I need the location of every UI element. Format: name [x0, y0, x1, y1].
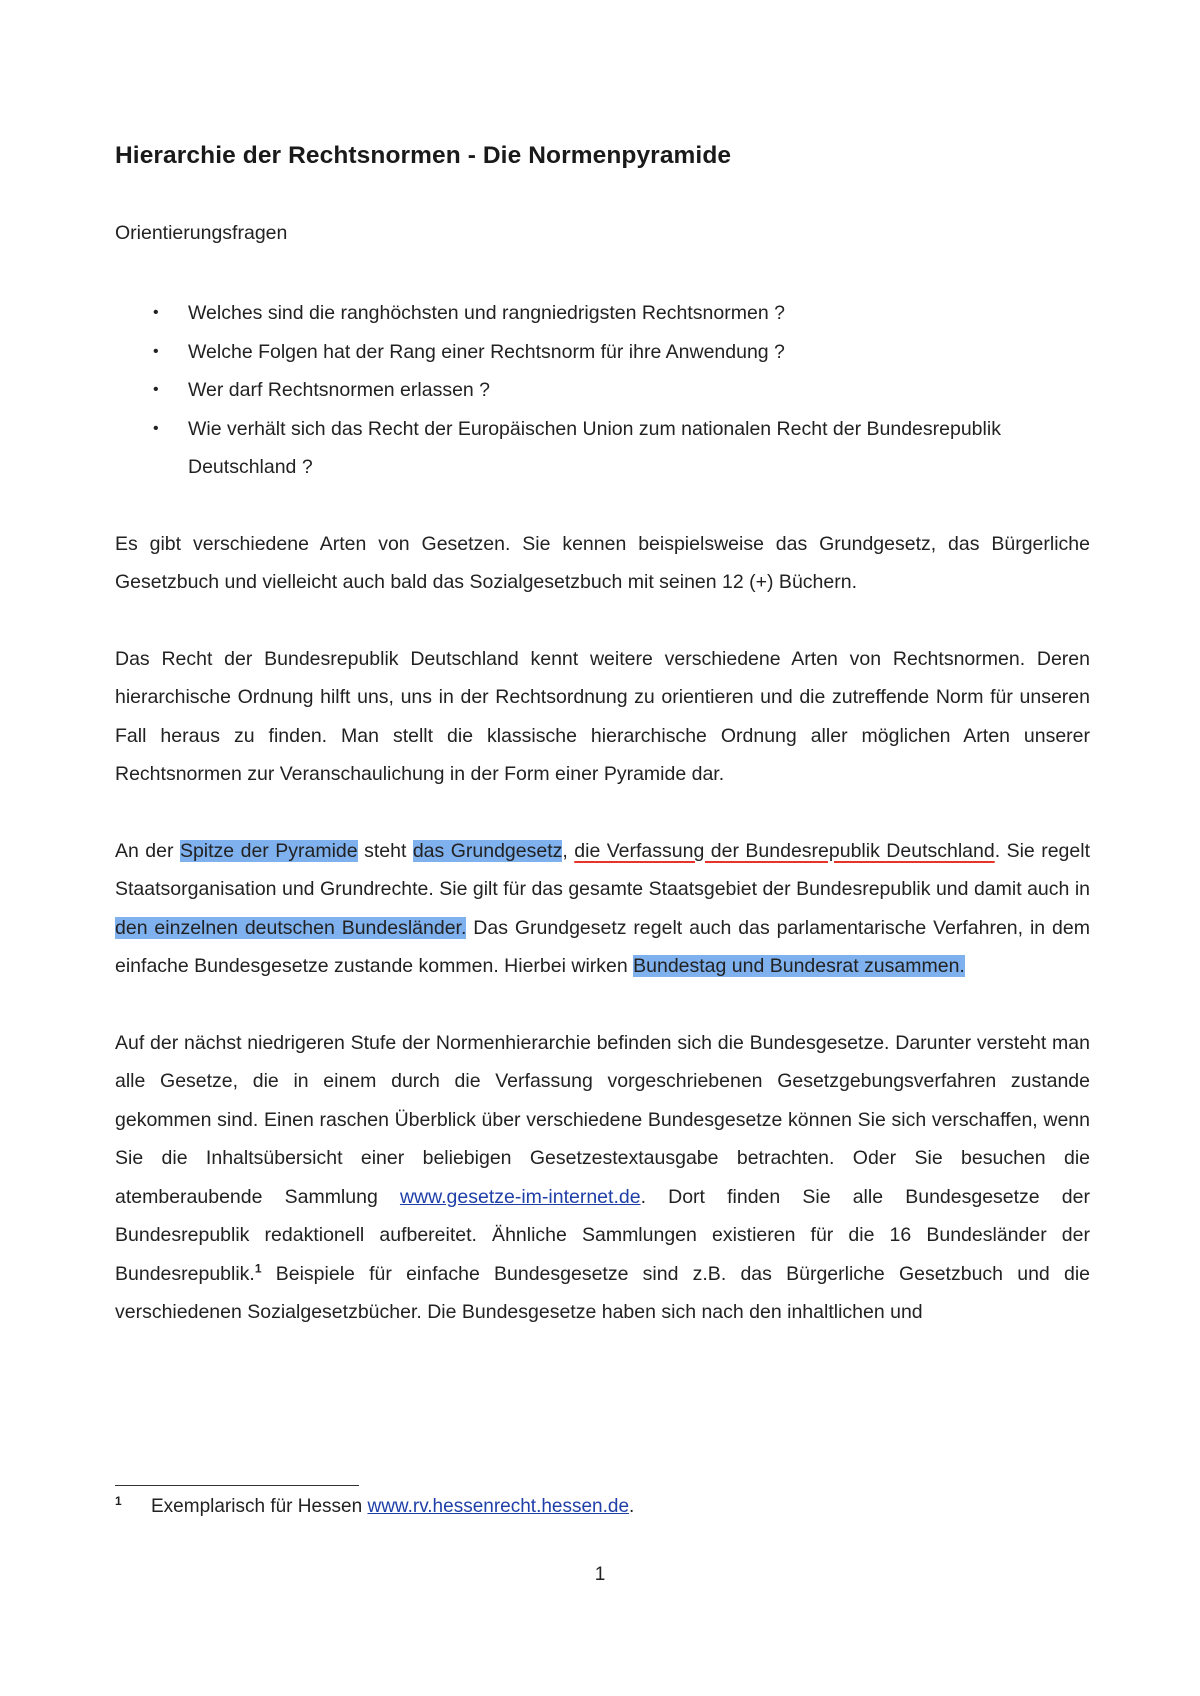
document-title: Hierarchie der Rechtsnormen - Die Normenpyramide	[115, 142, 732, 169]
list-item	[115, 333, 1090, 372]
text-run: steht	[357, 839, 413, 862]
list-item-text: Welches sind die ranghöchsten und rangniedrigsten Rechtsnormen ?	[188, 302, 785, 324]
list-item-text: Wer darf Rechtsnormen erlassen ?	[188, 379, 491, 401]
footnote: 1 Exemplarisch für Hessen www.rv.hessenrecht.hessen.de.	[115, 1493, 635, 1517]
list-item	[115, 371, 1090, 410]
footnote-end: .	[629, 1496, 635, 1517]
text-run: . Dort finden Sie alle Bundesgesetze der Bundesrepublik redaktionell aufbereitet. Ähnliche Sammlungen existieren für die 16 Bundesländer der Bundesrepublik.	[115, 1185, 1090, 1285]
list-item-text: Welche Folgen hat der Rang einer Rechtsnorm für ihre Anwendung ?	[188, 340, 785, 363]
question-list	[115, 294, 1090, 487]
text-run: Beispiele für einfache Bundesgesetze sind z.B. das Bürgerliche Gesetzbuch und die verschiedenen Sozialgesetzbücher. Die Bundesgesetze haben sich nach den inhaltlichen und	[115, 1262, 1090, 1323]
text-run: Auf der nächst niedrigeren Stufe der Normenhierarchie befinden sich die Bundesgesetze. Darunter versteht man alle Gesetze, die in einem durch die Verfassung vorgeschriebenen Gesetzgebungsverfahren zustande gekommen sind. Einen raschen Überblick über verschiedene Bundesgesetze können Sie sich verschaffen, wenn Sie die Inhaltsübersicht einer beliebigen Gesetzestextausgabe betrachten. Oder Sie besuchen die atemberaubende Sammlung	[115, 1031, 1090, 1208]
list-item	[115, 410, 1090, 487]
bullet-icon: •	[153, 342, 159, 360]
highlighted-text: Bundestag und Bundesrat zusammen.	[633, 955, 965, 977]
page-number: 1	[594, 1564, 606, 1585]
footnote-reference[interactable]: 1	[254, 1261, 262, 1275]
gesetze-im-internet-link[interactable]: www.gesetze-im-internet.de	[399, 1185, 641, 1208]
highlighted-text: Spitze der Pyramide	[179, 839, 358, 862]
bullet-icon: •	[153, 304, 159, 321]
paragraph-bundesgesetze	[115, 1024, 1090, 1332]
list-item-text: Wie verhält sich das Recht der Europäischen Union zum nationalen Recht der Bundesrepublik Deutschland ?	[188, 417, 1001, 478]
document-page	[115, 130, 1090, 1332]
highlighted-text: den einzelnen deutschen Bundesländer.	[115, 916, 467, 939]
footnote-separator	[115, 1485, 359, 1486]
underlined-text: die Verfassung der Bundesrepublik Deutschland	[574, 839, 995, 862]
section-subtitle: Orientierungsfragen	[115, 222, 288, 244]
text-run: . Sie regelt Staatsorganisation und Grundrechte. Sie gilt für das gesamte Staatsgebiet der Bundesrepublik und damit auch in	[115, 839, 1090, 900]
list-item	[115, 294, 1090, 333]
paragraph-grundgesetz	[115, 832, 1090, 986]
text-run: Das Grundgesetz regelt auch das parlamentarische Verfahren, in dem einfache Bundesgesetze zustande kommen. Hierbei wirken	[115, 916, 1090, 977]
paragraph-gesetzesarten: Es gibt verschiedene Arten von Gesetzen. Sie kennen beispielsweise das Grundgesetz, das Bürgerliche Gesetzbuch und vielleicht auch bald das Sozialgesetzbuch mit seinen 12 (+) Büchern.	[115, 532, 1090, 593]
bullet-icon: •	[153, 419, 159, 437]
paragraph-rechtsnormen: Das Recht der Bundesrepublik Deutschland kennt weitere verschiedene Arten von Rechtsnormen. Deren hierarchische Ordnung hilft uns, uns in der Rechtsordnung zu orientieren und die zutreffende Norm für unseren Fall heraus zu finden. Man stellt die klassische hierarchische Ordnung aller möglichen Arten unserer Rechtsnormen zur Veranschaulichung in der Form einer Pyramide dar.	[115, 647, 1090, 785]
text-run: ,	[562, 839, 575, 862]
footnote-text: Exemplarisch für Hessen	[151, 1496, 368, 1517]
hessenrecht-link[interactable]: www.rv.hessenrecht.hessen.de	[367, 1496, 630, 1517]
bullet-icon: •	[153, 381, 159, 398]
text-run: An der	[115, 839, 180, 862]
highlighted-text: das Grundgesetz	[412, 839, 563, 862]
